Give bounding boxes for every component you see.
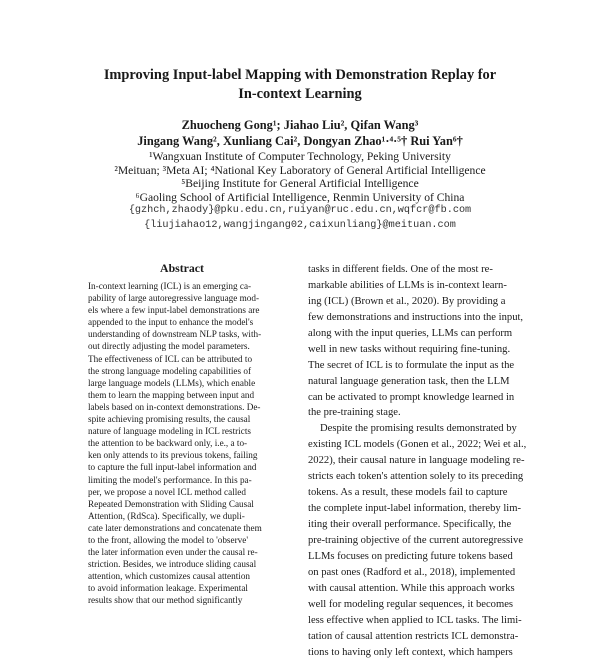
abstract-line: cate later demonstrations and concatenate them xyxy=(88,522,276,534)
abstract-line: els where a few input-label demonstrations are xyxy=(88,304,276,316)
body-line: 2022), their causal nature in language modeling re- xyxy=(308,453,513,469)
introduction-body xyxy=(308,262,513,660)
contact-emails xyxy=(40,204,560,233)
abstract-line: results show that our method significantly xyxy=(88,594,276,606)
abstract-line: Attention, (RdSca). Specifically, we dupli- xyxy=(88,510,276,522)
body-line: stricts each token's attention solely to its preceding xyxy=(308,469,513,485)
body-line: existing ICL models (Gonen et al., 2022; Wei et al., xyxy=(308,437,513,453)
affiliation-line: ⁵Beijing Institute for General Artificial Intelligence xyxy=(40,177,560,191)
abstract-line: Repeated Demonstration with Sliding Causal xyxy=(88,498,276,510)
abstract-line: labels based on in-context demonstrations. De- xyxy=(88,401,276,413)
abstract-line: large language models (LLMs), which enable xyxy=(88,377,276,389)
body-line: along with the input queries, LLMs can perform xyxy=(308,326,513,342)
body-line: less effective when applied to ICL tasks. The limi- xyxy=(308,613,513,629)
affiliation-line: ²Meituan; ³Meta AI; ⁴National Key Laboratory of General Artificial Intelligence xyxy=(40,164,560,178)
author-line-1: Zhuocheng Gong¹; Jiahao Liu², Qifan Wang³ xyxy=(40,117,560,133)
author-list xyxy=(40,117,560,149)
abstract-line: per, we propose a novel ICL method called xyxy=(88,486,276,498)
body-line: tokens. As a result, these models fail to capture xyxy=(308,485,513,501)
body-line: well for modeling regular sequences, it becomes xyxy=(308,597,513,613)
abstract-section xyxy=(88,260,276,607)
body-line: tation of causal attention restricts ICL demonstra- xyxy=(308,629,513,645)
abstract-line: nature of language modeling in ICL restricts xyxy=(88,425,276,437)
body-line: tasks in different fields. One of the most re- xyxy=(308,262,513,278)
abstract-line: the strong language modeling capabilities of xyxy=(88,365,276,377)
email-line: {gzhch,zhaody}@pku.edu.cn,ruiyan@ruc.edu.cn,wqfcr@fb.com xyxy=(40,204,560,219)
affiliations xyxy=(40,150,560,204)
abstract-line: out directly adjusting the model parameters. xyxy=(88,340,276,352)
abstract-line: understanding of downstream NLP tasks, with- xyxy=(88,328,276,340)
abstract-line: ken only attends to its previous tokens, failing xyxy=(88,449,276,461)
body-line: well in new tasks without requiring fine-tuning. xyxy=(308,342,513,358)
title-line-2: In-context Learning xyxy=(60,85,540,104)
body-line: with causal attention. While this approach works xyxy=(308,581,513,597)
body-line: ing (ICL) (Brown et al., 2020). By providing a xyxy=(308,294,513,310)
body-line: LLMs focuses on predicting future tokens based xyxy=(308,549,513,565)
abstract-line: striction. Besides, we introduce sliding causal xyxy=(88,558,276,570)
abstract-line: to the front, allowing the model to 'observe' xyxy=(88,534,276,546)
abstract-body xyxy=(88,280,276,607)
body-line: on past ones (Radford et al., 2018), implemented xyxy=(308,565,513,581)
body-line: few demonstrations and instructions into the input, xyxy=(308,310,513,326)
body-line: iting their overall performance. Specifically, the xyxy=(308,517,513,533)
abstract-line: to capture the full input-label information and xyxy=(88,461,276,473)
paper-title xyxy=(60,66,540,104)
body-line: pre-training objective of the current autoregressive xyxy=(308,533,513,549)
title-line-1: Improving Input-label Mapping with Demonstration Replay for xyxy=(60,66,540,85)
email-line: {liujiahao12,wangjingang02,caixunliang}@meituan.com xyxy=(40,219,560,234)
body-line: tions to having only left context, which hampers xyxy=(308,645,513,660)
abstract-line: The effectiveness of ICL can be attributed to xyxy=(88,353,276,365)
body-line: The secret of ICL is to formulate the input as the xyxy=(308,358,513,374)
abstract-line: attention, which customizes causal attention xyxy=(88,570,276,582)
abstract-line: to avoid information leakage. Experimental xyxy=(88,582,276,594)
body-line: markable abilities of LLMs is in-context learn- xyxy=(308,278,513,294)
abstract-line: appended to the input to enhance the model's xyxy=(88,316,276,328)
abstract-line: spite achieving promising results, the causal xyxy=(88,413,276,425)
body-line: the pre-training stage. xyxy=(308,405,513,421)
body-line: can be activated to prompt knowledge learned in xyxy=(308,390,513,406)
abstract-line: the attention to be backward only, i.e., a to- xyxy=(88,437,276,449)
body-line: Despite the promising results demonstrated by xyxy=(308,421,513,437)
body-line: the complete input-label information, thereby lim- xyxy=(308,501,513,517)
abstract-line: In-context learning (ICL) is an emerging ca- xyxy=(88,280,276,292)
affiliation-line: ⁶Gaoling School of Artificial Intelligence, Renmin University of China xyxy=(40,191,560,205)
abstract-line: them to learn the mapping between input and xyxy=(88,389,276,401)
abstract-line: limiting the model's performance. In this pa- xyxy=(88,474,276,486)
abstract-line: the later information even under the causal re- xyxy=(88,546,276,558)
body-text xyxy=(308,262,513,660)
body-line: natural language generation task, then the LLM xyxy=(308,374,513,390)
affiliation-line: ¹Wangxuan Institute of Computer Technology, Peking University xyxy=(40,150,560,164)
abstract-line: pability of large autoregressive language mod- xyxy=(88,292,276,304)
author-line-2: Jingang Wang², Xunliang Cai², Dongyan Zhao¹·⁴·⁵† Rui Yan⁶† xyxy=(40,133,560,149)
abstract-heading: Abstract xyxy=(88,260,276,276)
